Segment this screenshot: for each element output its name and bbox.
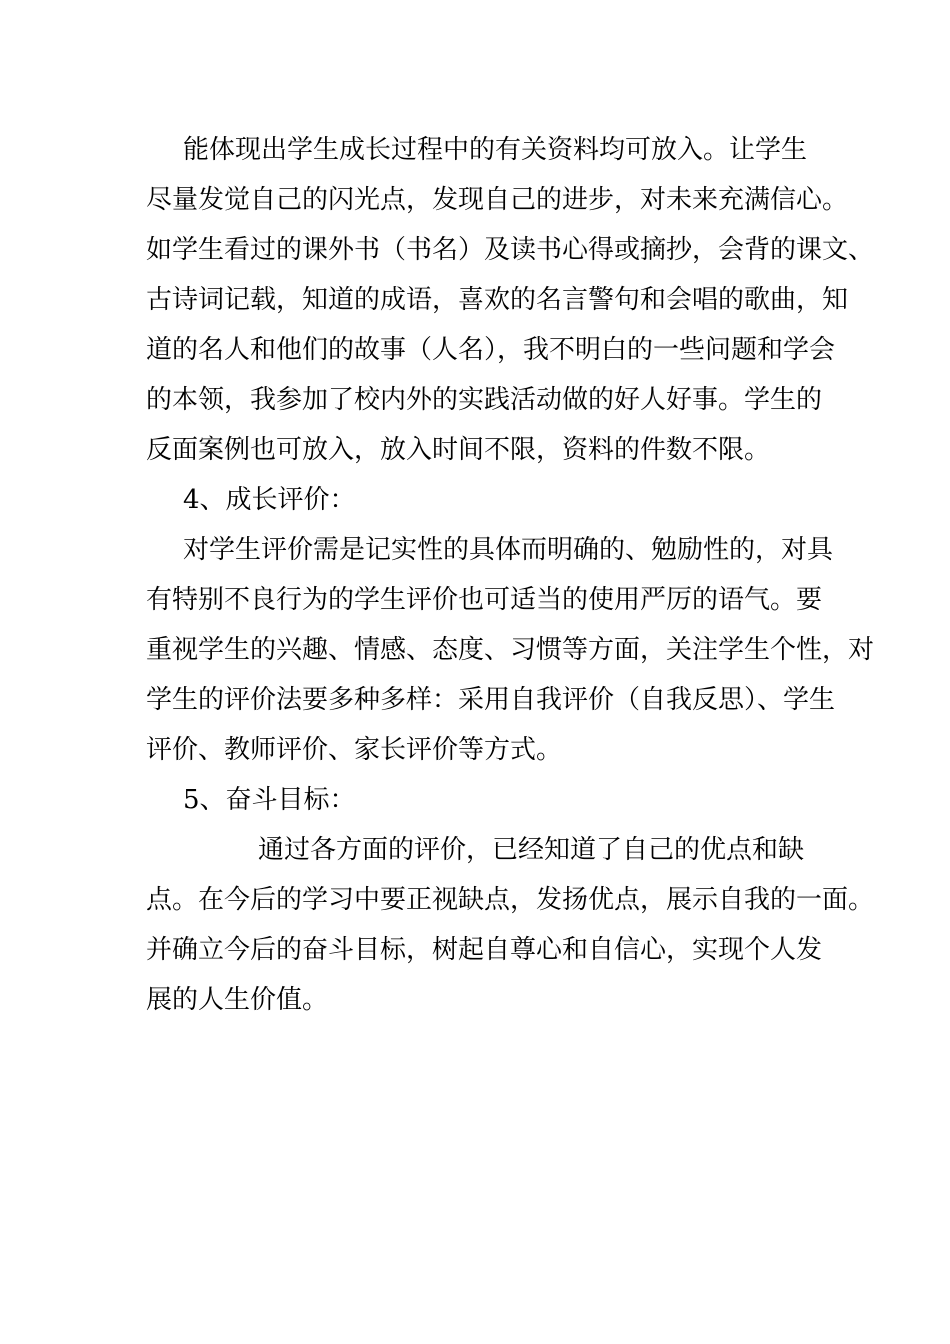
paragraph-line-7: 反面案例也可放入，放入时间不限，资料的件数不限。 bbox=[146, 435, 771, 465]
paragraph-line-1: 能体现出学生成长过程中的有关资料均可放入。让学生 bbox=[183, 135, 808, 165]
paragraph-line-6: 的本领，我参加了校内外的实践活动做的好人好事。学生的 bbox=[146, 385, 823, 415]
paragraph-line-13: 评价、教师评价、家长评价等方式。 bbox=[146, 735, 563, 765]
section-heading-goals: 5、奋斗目标： bbox=[183, 785, 356, 815]
paragraph-line-5: 道的名人和他们的故事（人名），我不明白的一些问题和学会 bbox=[146, 335, 836, 365]
paragraph-line-18: 展的人生价值。 bbox=[146, 985, 329, 1015]
paragraph-line-10: 有特别不良行为的学生评价也可适当的使用严厉的语气。要 bbox=[146, 585, 823, 615]
paragraph-line-17: 并确立今后的奋斗目标，树起自尊心和自信心，实现个人发 bbox=[146, 935, 823, 965]
paragraph-line-2: 尽量发觉自己的闪光点，发现自己的进步，对未来充满信心。 bbox=[146, 185, 849, 215]
paragraph-line-16: 点。在今后的学习中要正视缺点，发扬优点，展示自我的一面。 bbox=[146, 885, 875, 915]
paragraph-line-4: 古诗词记载，知道的成语，喜欢的名言警句和会唱的歌曲，知 bbox=[146, 285, 849, 315]
section-heading-growth-evaluation: 4、成长评价： bbox=[183, 485, 356, 515]
paragraph-line-12: 学生的评价法要多种多样：采用自我评价（自我反思）、学生 bbox=[146, 685, 836, 715]
paragraph-line-9: 对学生评价需是记实性的具体而明确的、勉励性的，对具 bbox=[183, 535, 834, 565]
paragraph-line-3: 如学生看过的课外书（书名）及读书心得或摘抄，会背的课文、 bbox=[146, 235, 875, 265]
paragraph-line-11: 重视学生的兴趣、情感、态度、习惯等方面，关注学生个性，对 bbox=[146, 635, 875, 665]
paragraph-line-15: 通过各方面的评价，已经知道了自己的优点和缺 bbox=[258, 835, 805, 865]
